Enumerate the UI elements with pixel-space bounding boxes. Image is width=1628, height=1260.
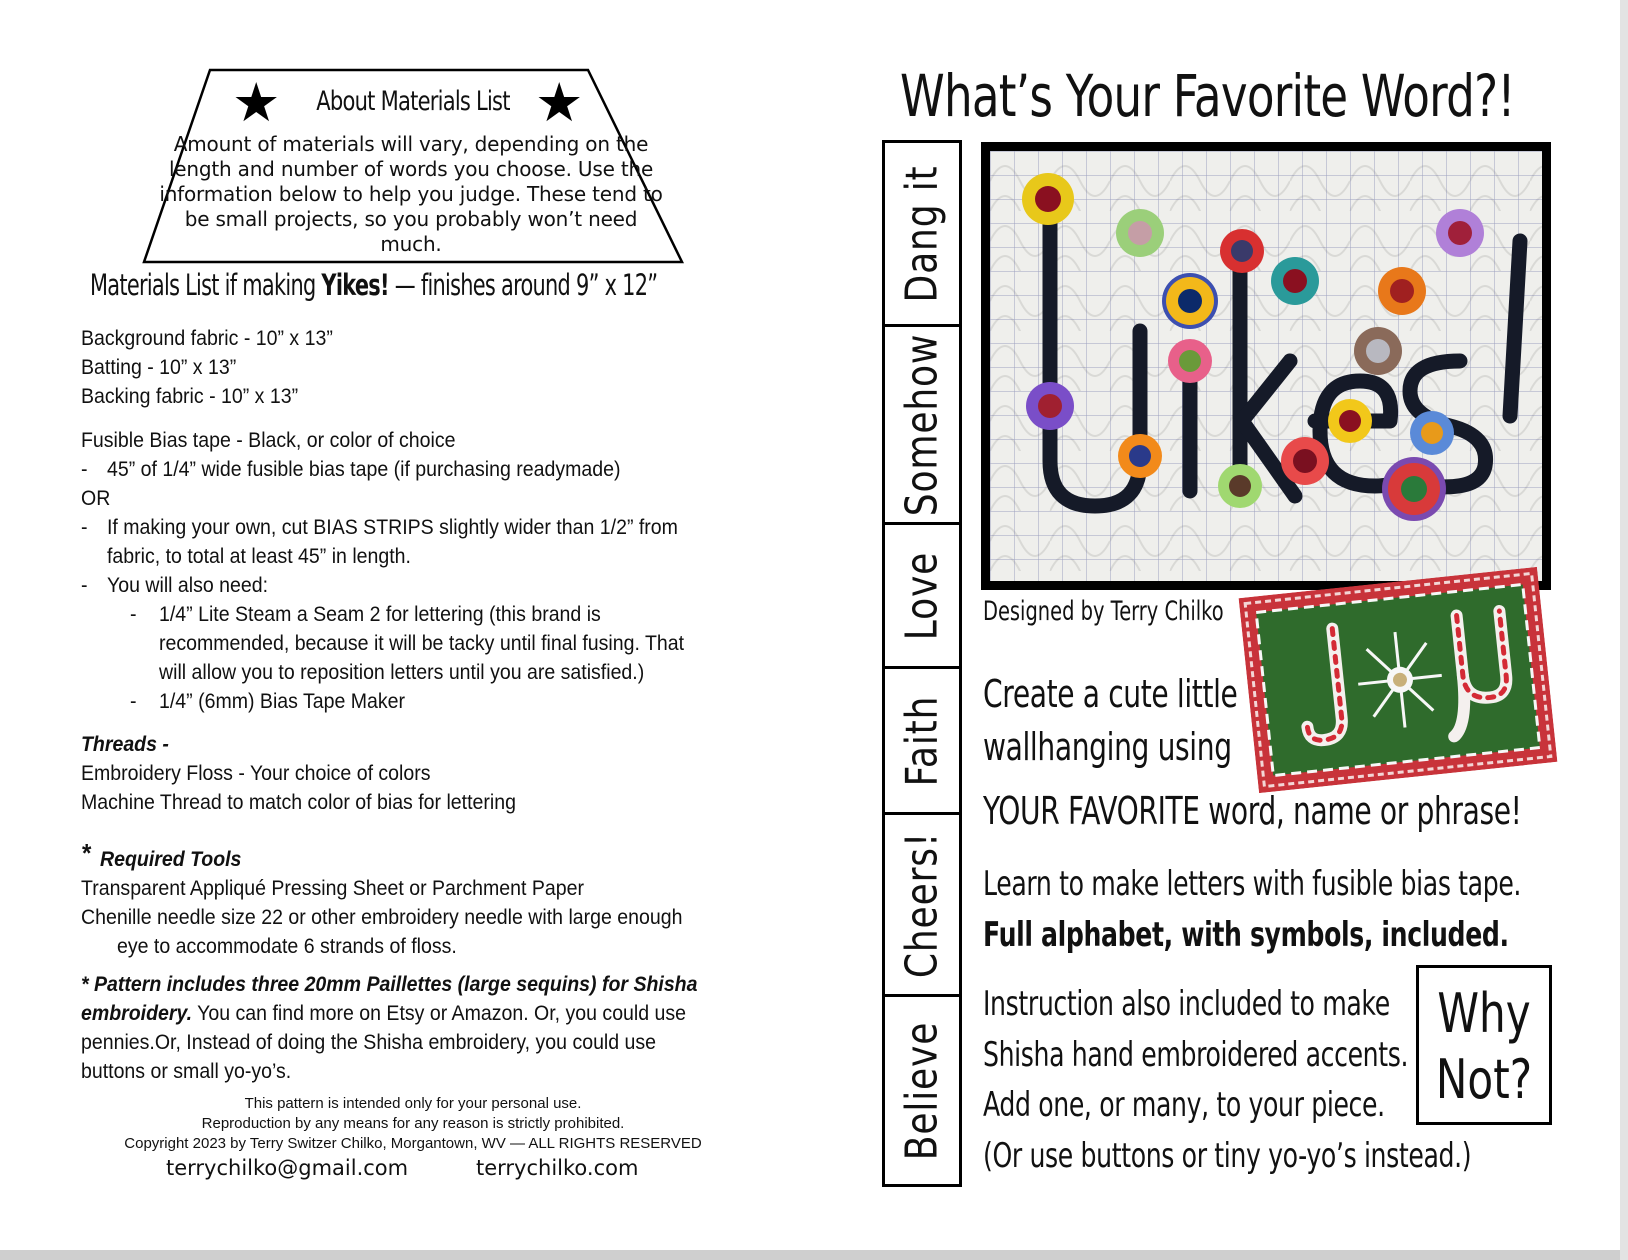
word-label: Somehow — [896, 333, 948, 516]
threads-heading: Threads - — [81, 733, 169, 756]
star-icon: ★ — [535, 73, 584, 133]
star-icon: ★ — [232, 73, 281, 133]
designer-credit: Designed by Terry Chilko — [983, 596, 1224, 627]
why-not-line: Why — [1437, 982, 1531, 1045]
learn-line: Learn to make letters with fusible bias tape. — [983, 864, 1522, 904]
word-label: Faith — [896, 695, 948, 786]
materials-heading: Materials List if making Yikes! — finishes around 9” x 12” — [90, 268, 658, 302]
list-dash: - — [81, 574, 88, 597]
copyright-line: Copyright 2023 by Terry Switzer Chilko, Morgantown, WV — ALL RIGHTS RESERVED — [124, 1135, 702, 1152]
project-name: Yikes! — [321, 268, 389, 302]
why-not-line: Not? — [1435, 1048, 1533, 1111]
pattern-note-line: pennies.Or, Instead of doing the Shisha embroidery, you could use — [81, 1031, 657, 1054]
fabric-item: Background fabric - 10” x 13” — [81, 327, 333, 350]
word-cell — [885, 327, 959, 525]
legal-line: This pattern is intended only for your personal use. — [244, 1095, 582, 1112]
quilt-illustration — [990, 151, 1542, 581]
joy-quilt-photo — [1239, 567, 1558, 793]
alphabet-line: Full alphabet, with symbols, included. — [983, 915, 1509, 955]
list-dash: - — [130, 603, 137, 626]
thread-item: Embroidery Floss - Your choice of colors — [81, 762, 431, 785]
list-dash: - — [81, 458, 88, 481]
sub-item-cont: will allow you to reposition letters until you are satisfied.) — [159, 661, 645, 684]
bias-tape-item: If making your own, cut BIAS STRIPS slightly wider than 1/2” from — [107, 516, 678, 539]
fabric-item: Batting - 10” x 13” — [81, 356, 237, 379]
instruction-line: Shisha hand embroidered accents. — [983, 1035, 1409, 1075]
word-cell — [885, 997, 959, 1184]
tool-item: Transparent Appliqué Pressing Sheet or Parchment Paper — [81, 877, 585, 900]
thread-item: Machine Thread to match color of bias for lettering — [81, 791, 516, 814]
page-title: What’s Your Favorite Word?! — [900, 62, 1515, 130]
tools-heading: Required Tools — [100, 848, 242, 871]
word-label: Dang it — [896, 164, 948, 303]
bias-tape-item-cont: fabric, to total at least 45” in length. — [107, 545, 411, 568]
website-link[interactable]: terrychilko.com — [476, 1156, 639, 1180]
legal-line: Reproduction by any means for any reason is strictly prohibited. — [201, 1115, 625, 1132]
pitch-line: YOUR FAVORITE word, name or phrase! — [983, 789, 1522, 833]
page-edge-bottom — [0, 1250, 1628, 1260]
sub-item: 1/4” Lite Steam a Seam 2 for lettering (this brand is — [159, 603, 601, 626]
favorite-words-strip — [882, 140, 962, 1187]
pitch-line: Create a cute little — [983, 672, 1238, 716]
tool-item-cont: eye to accommodate 6 strands of floss. — [117, 935, 457, 958]
word-cell — [885, 815, 959, 997]
pattern-note-line: embroidery. You can find more on Etsy or Amazon. Or, you could use — [81, 1002, 687, 1025]
pitch-line: wallhanging using — [983, 725, 1232, 769]
pattern-note-line: buttons or small yo-yo’s. — [81, 1060, 292, 1083]
bias-tape-item: 45” of 1/4” wide fusible bias tape (if purchasing readymade) — [107, 458, 621, 481]
word-cell — [885, 669, 959, 815]
sub-item: 1/4” (6mm) Bias Tape Maker — [159, 690, 406, 713]
letter-stroke — [1510, 241, 1520, 416]
word-label: Cheers! — [896, 831, 948, 978]
bias-tape-heading: Fusible Bias tape - Black, or color of choice — [81, 429, 456, 452]
or-text: OR — [81, 487, 111, 510]
why-not-box — [1416, 965, 1552, 1125]
list-dash: - — [130, 690, 137, 713]
fabric-item: Backing fabric - 10” x 13” — [81, 385, 299, 408]
word-label: Love — [896, 551, 948, 640]
word-cell — [885, 143, 959, 327]
about-materials-text: Amount of materials will vary, depending on the length and number of words you choose. Use the information below to help you judge. These tend to be small projects, so you probably won’t need much. — [159, 132, 663, 256]
instruction-line: Instruction also included to make — [983, 984, 1390, 1024]
tool-item: Chenille needle size 22 or other embroidery needle with large enough — [81, 906, 683, 929]
instruction-line: (Or use buttons or tiny yo-yo’s instead.) — [983, 1136, 1472, 1176]
instruction-line: Add one, or many, to your piece. — [983, 1085, 1385, 1125]
list-dash: - — [81, 516, 88, 539]
page-edge-right — [1620, 0, 1628, 1260]
yikes-quilt-photo — [981, 142, 1551, 590]
asterisk-icon: * — [81, 838, 91, 868]
word-label: Believe — [896, 1021, 948, 1160]
sub-item-cont: recommended, because it will be tacky until final fusing. That — [159, 632, 685, 655]
email-link[interactable]: terrychilko@gmail.com — [166, 1156, 409, 1180]
pattern-note-bold: * Pattern includes three 20mm Paillettes (large sequins) for Shisha — [81, 973, 698, 996]
bias-tape-item: You will also need: — [107, 574, 269, 597]
word-cell — [885, 525, 959, 669]
about-materials-title: About Materials List — [316, 86, 510, 117]
